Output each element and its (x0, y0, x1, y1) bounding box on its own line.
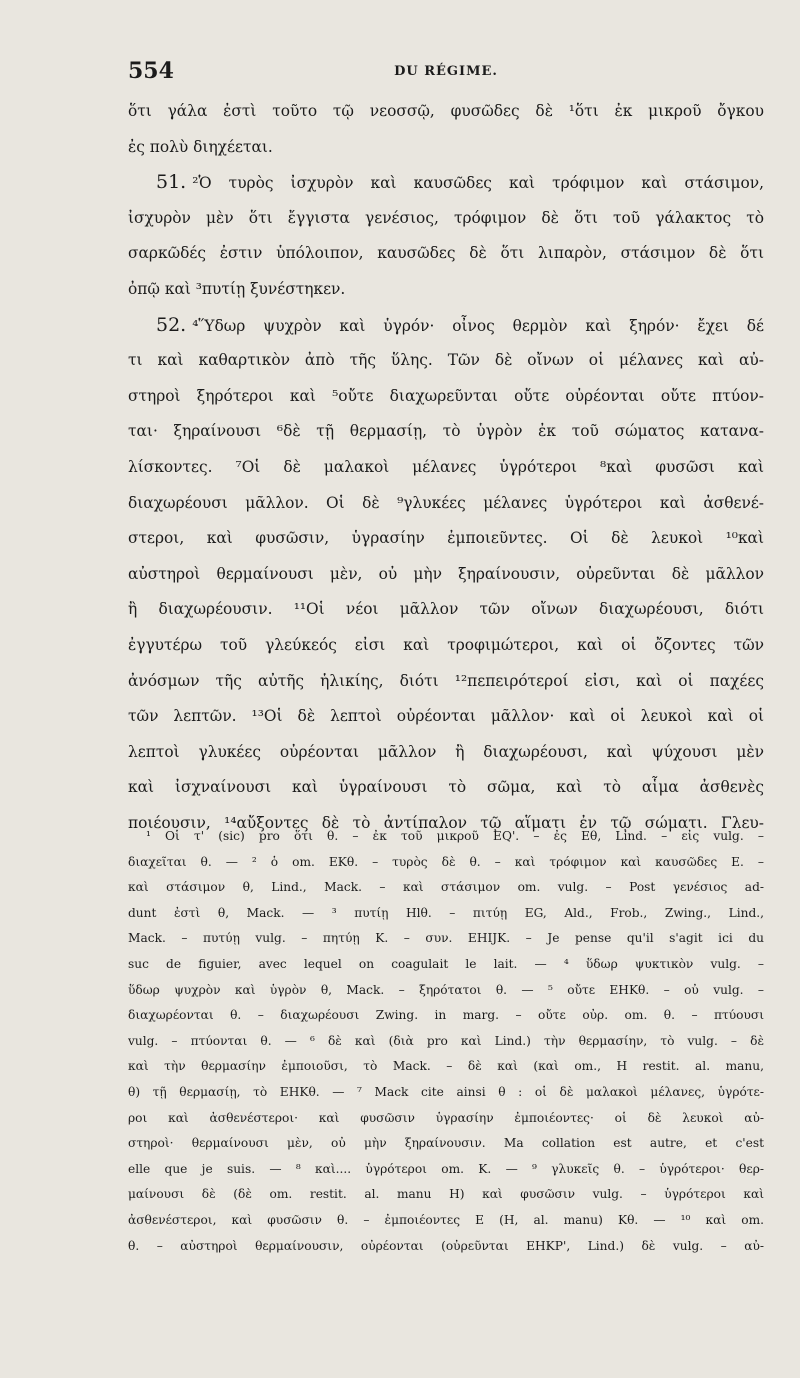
section-number: 51. (156, 171, 187, 194)
footnote-line: καὶ στάσιμον θ, Lind., Mack. – καὶ στάσιμον om. vulg. – Post γενέσιος ad- (128, 880, 764, 895)
footnotes (128, 824, 764, 1259)
footnote-line: ¹ Οἱ τ' (sic) pro ὅτι θ. – ἐκ τοῦ μικροῦ EQ'. – ἐς Eθ, Lind. – εἰς vulg. – (146, 829, 764, 843)
text-line: λίσκοντες. ⁷Οἱ δὲ μαλακοὶ μέλανες ὑγρότεροι ⁸καὶ φυσῶσι καὶ (128, 457, 764, 476)
footnote-line: διαχωρέονται θ. – διαχωρέουσι Zwing. in marg. – οὔτε οὐρ. om. θ. – πτύουσι (128, 1008, 764, 1023)
running-head: DU RÉGIME. (394, 64, 498, 79)
text-line: ἐς πολὺ διηχέεται. (128, 137, 273, 156)
footnote-line: μαίνουσι δὲ (δὲ om. restit. al. manu H) καὶ φυσῶσιν vulg. – ὑγρότεροι καὶ (128, 1187, 764, 1202)
text-line-content: ²Ὁ τυρὸς ἰσχυρὸν καὶ καυσῶδες καὶ τρόφιμον καὶ στάσιμον, (192, 174, 764, 193)
text-line: διαχωρέουσι μᾶλλον. Οἱ δὲ ⁹γλυκέες μέλανες ὑγρότεροι καὶ ἀσθενέ- (128, 493, 764, 512)
main-text (128, 94, 764, 841)
text-line: σαρκῶδές ἐστιν ὑπόλοιπον, καυσῶδες δὲ ὅτι λιπαρὸν, στάσιμον δὲ ὅτι (128, 244, 764, 263)
page-header (128, 58, 764, 88)
text-line: αὐστηροὶ θερμαίνουσι μὲν, οὐ μὴν ξηραίνουσιν, οὐρεῦνται δὲ μᾶλλον (128, 564, 764, 583)
text-line: ἰσχυρὸν μὲν ὅτι ἔγγιστα γενέσιος, τρόφιμον δὲ ὅτι τοῦ γάλακτος τὸ (128, 208, 764, 227)
text-line-content: ⁴Ὕδωρ ψυχρὸν καὶ ὑγρόν· οἶνος θερμὸν καὶ ξηρόν· ἔχει δέ (192, 316, 764, 335)
text-line: ὅτι γάλα ἐστὶ τοῦτο τῷ νεοσσῷ, φυσῶδες δὲ ¹ὅτι ἐκ μικροῦ ὄγκου (128, 102, 764, 120)
text-line: τι καὶ καθαρτικὸν ἀπὸ τῆς ὕλης. Τῶν δὲ οἴνων οἱ μέλανες καὶ αὐ- (128, 351, 764, 370)
footnote-line: καὶ τὴν θερμασίην ἐμποιοῦσι, τὸ Mack. – δὲ καὶ (καὶ om., H restit. al. manu, (128, 1059, 764, 1074)
section-number: 52. (156, 313, 187, 336)
text-line: ται· ξηραίνουσι ⁶δὲ τῇ θερμασίῃ, τὸ ὑγρὸν ἐκ τοῦ σώματος κατανα- (128, 422, 764, 441)
text-line: ὀπῷ καὶ ³πυτίῃ ξυνέστηκεν. (128, 279, 346, 298)
footnote-line: vulg. – πτύονται θ. — ⁶ δὲ καὶ (διὰ pro καὶ Lind.) τὴν θερμασίην, τὸ vulg. – δὲ (128, 1033, 764, 1048)
text-line: ἢ διαχωρέουσιν. ¹¹Οἱ νέοι μᾶλλον τῶν οἴνων διαχωρέουσι, διότι (128, 600, 764, 619)
text-line: στηροὶ ξηρότεροι καὶ ⁵οὔτε διαχωρεῦνται οὔτε οὐρέονται οὔτε πτύον- (128, 386, 764, 405)
footnote-line: elle que je suis. — ⁸ καὶ.... ὑγρότεροι om. K. — ⁹ γλυκεῖς θ. – ὑγρότεροι· θερ- (128, 1161, 764, 1176)
footnote-line: ἀσθενέστεροι, καὶ φυσῶσιν θ. – ἐμποιέοντες E (H, al. manu) Kθ. — ¹⁰ καὶ om. (128, 1212, 764, 1227)
footnote-line: Mack. – πυτύῃ vulg. – πητύῃ K. – συν. EHIJK. – Je pense qu'il s'agit ici du (128, 931, 764, 946)
footnote-line: suc de figuier, avec lequel on coagulait le lait. — ⁴ ὕδωρ ψυκτικὸν vulg. – (128, 956, 764, 971)
text-line: στεροι, καὶ φυσῶσιν, ὑγρασίην ἐμποιεῦντες. Οἱ δὲ λευκοὶ ¹⁰καὶ (128, 529, 764, 548)
footnote-line: ροι καὶ ἀσθενέστεροι· καὶ φυσῶσιν ὑγρασίην ἐμποιέοντες· οἱ δὲ λευκοὶ αὐ- (128, 1110, 764, 1125)
footnote-line: dunt ἐστὶ θ, Mack. — ³ πυτίῃ Hlθ. – πιτύῃ EG, Ald., Frob., Zwing., Lind., (128, 905, 764, 920)
text-line: καὶ ἰσχναίνουσι καὶ ὑγραίνουσι τὸ σῶμα, καὶ τὸ αἷμα ἀσθενὲς (128, 778, 764, 797)
footnote-line: θ. – αὐστηροὶ θερμαίνουσιν, οὐρέονται (οὐρεῦνται EHKP', Lind.) δὲ vulg. – αὐ- (128, 1238, 764, 1253)
text-line: λεπτοὶ γλυκέες οὐρέονται μᾶλλον ἢ διαχωρέουσι, καὶ ψύχουσι μὲν (128, 742, 764, 761)
page-number: 554 (128, 58, 174, 84)
text-line: ποιέουσιν, ¹⁴αὔξοντες δὲ τὸ ἀντίπαλον τῷ αἵματι ἐν τῷ σώματι. Γλευ- (128, 813, 764, 832)
text-line: ἀνόσμων τῆς αὐτῆς ἡλικίης, διότι ¹²πεπειρότεροί εἰσι, καὶ οἱ παχέες (128, 671, 764, 690)
text-line: ἐγγυτέρω τοῦ γλεύκεός εἰσι καὶ τροφιμώτεροι, καὶ οἱ ὄζοντες τῶν (128, 635, 764, 654)
text-line: τῶν λεπτῶν. ¹³Οἱ δὲ λεπτοὶ οὐρέονται μᾶλλον· καὶ οἱ λευκοὶ καὶ οἱ (128, 707, 764, 726)
footnote-line: διαχεῖται θ. — ² ὁ om. EKθ. – τυρὸς δὲ θ. – καὶ τρόφιμον καὶ καυσῶδες E. – (128, 854, 764, 869)
text-line (128, 165, 764, 201)
footnote-line: στηροὶ· θερμαίνουσι μὲν, οὐ μὴν ξηραίνουσιν. Ma collation est autre, et c'est (128, 1136, 764, 1151)
footnote-line: θ) τῇ θερμασίῃ, τὸ EHKθ. — ⁷ Mack cite ainsi θ : οἱ δὲ μαλακοὶ μέλανες, ὑγρότε- (128, 1084, 764, 1099)
footnote-line: ὕδωρ ψυχρὸν καὶ ὑγρὸν θ, Mack. – ξηρότατοι θ. — ⁵ οὔτε EHKθ. – οὐ vulg. – (128, 982, 764, 997)
text-line (128, 308, 764, 344)
